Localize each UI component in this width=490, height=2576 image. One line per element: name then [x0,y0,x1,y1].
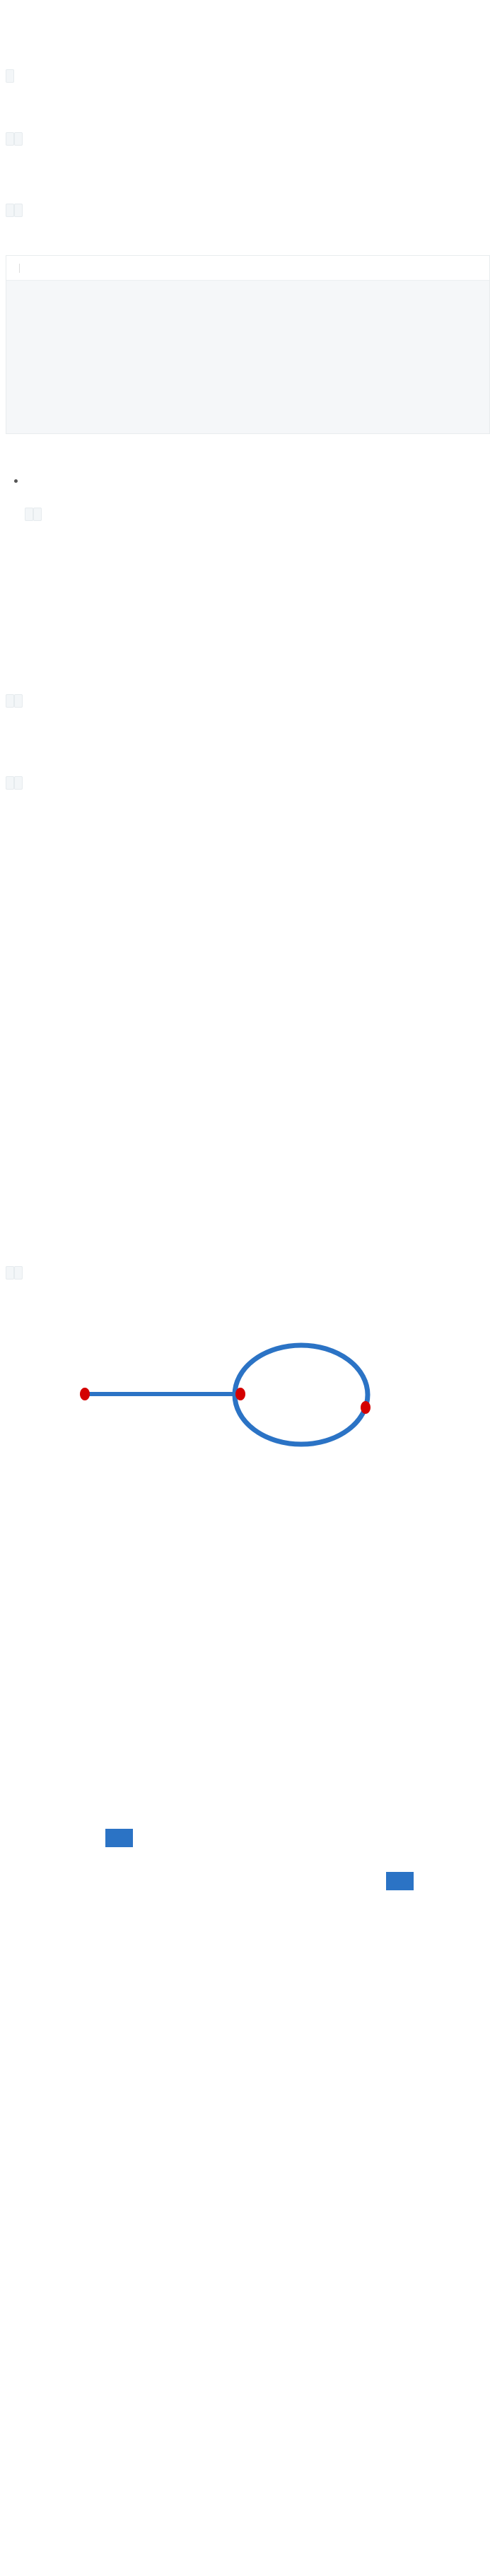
entrance-dot [235,1388,245,1400]
cycle-ring [235,1345,368,1444]
phase2-paragraph [6,1263,486,1282]
head-dot [80,1388,90,1400]
intersection-dot [361,1401,371,1414]
